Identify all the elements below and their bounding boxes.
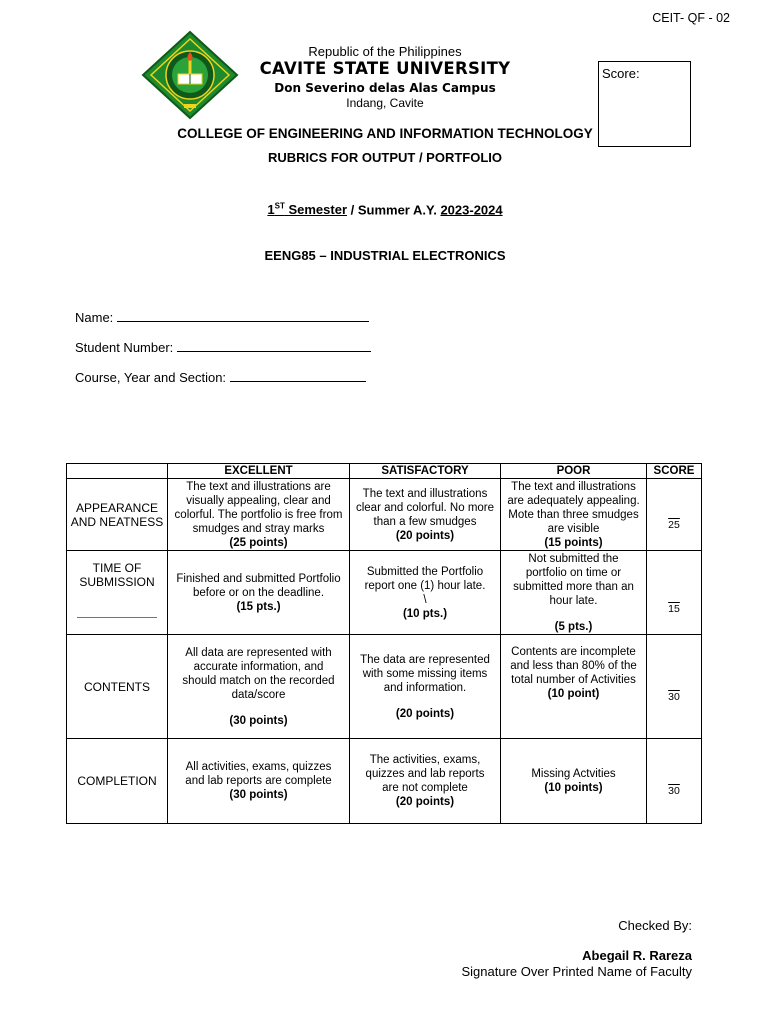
points: (10 points) [544,782,603,794]
document-title: RUBRICS FOR OUTPUT / PORTFOLIO [268,150,502,165]
hyperlink-underline[interactable] [77,617,157,618]
points: (15 points) [544,536,603,549]
header-satisfactory: SATISFACTORY [350,464,501,479]
student-number-field[interactable] [75,339,371,355]
name-field[interactable] [75,309,369,325]
score-cell[interactable] [647,635,702,739]
points: (20 points) [395,529,455,542]
table-row [67,635,702,739]
signature-caption: Signature Over Printed Name of Faculty [461,964,692,979]
criterion-cell: COMPLETION [67,739,168,824]
semester-line [100,202,670,217]
name-blank-line[interactable] [117,309,369,322]
course-section-label: Course, Year and Section: [75,370,227,385]
satisfactory-cell: Submitted the Portfolio report one (1) hour late. \ (10 pts.) [350,551,501,635]
excellent-cell: Finished and submitted Portfolio before or on the deadline. (15 pts.) [168,551,350,635]
table-row [67,479,702,551]
points: (30 points) [229,714,288,727]
score-max: 15 [668,602,680,615]
course-section-blank-line[interactable] [230,369,366,382]
semester-ordinal: 1ST Semester [267,202,348,218]
excellent-cell: All data are represented with accurate information, and should match on the recorded data/score (30 points) [168,635,350,739]
satisfactory-cell: The data are represented with some missing items and information. (20 points) [350,635,501,739]
score-max: 30 [668,785,680,797]
poor-cell: The text and illustrations are adequately appealing. Mote than three smudges are visible (15 points) [501,479,647,551]
campus-location: Indang, Cavite [346,96,424,110]
rubric-table [66,463,702,824]
criterion-cell: APPEARANCE AND NEATNESS [67,479,168,551]
satisfactory-cell: The text and illustrations clear and colorful. No more than a few smudges (20 points) [350,479,501,551]
republic-line: Republic of the Philippines [308,44,462,59]
campus-name: Don Severino delas Alas Campus [274,81,496,95]
table-row [67,551,702,635]
poor-cell: Missing Actvities (10 points) [501,739,647,824]
college-name: COLLEGE OF ENGINEERING AND INFORMATION TECHNOLOGY [177,126,593,141]
points: (30 points) [229,789,288,801]
faculty-name: Abegail R. Rareza [582,948,692,963]
semester-middle: / Summer A.Y. [347,202,441,218]
academic-year: 2023-2024 [440,202,503,218]
excellent-cell: The text and illustrations are visually appealing, clear and colorful. The portfolio is free from smudges and stray marks (25 points) [168,479,350,551]
poor-cell: Not submitted the portfolio on time or submitted more than an hour late. (5 pts.) [501,551,647,635]
poor-cell: Contents are incomplete and less than 80% of the total number of Activities (10 point) [501,635,647,739]
header-poor: POOR [501,464,647,479]
score-max: 30 [668,690,680,703]
score-cell[interactable] [647,479,702,551]
points: (10 pts.) [402,607,448,620]
points: (20 points) [395,796,455,808]
header-criterion [67,464,168,479]
points: (20 points) [395,707,455,720]
points: (25 points) [229,536,288,549]
satisfactory-cell: The activities, exams, quizzes and lab reports are not complete (20 points) [350,739,501,824]
header-excellent: EXCELLENT [168,464,350,479]
university-name: CAVITE STATE UNIVERSITY [259,59,511,78]
points: (5 pts.) [554,620,593,633]
header-score: SCORE [647,464,702,479]
table-header-row [67,464,702,479]
score-cell[interactable] [647,551,702,635]
table-row [67,739,702,824]
score-max: 25 [668,518,680,531]
score-label: Score: [602,66,640,81]
criterion-cell: CONTENTS [67,635,168,739]
student-number-blank-line[interactable] [177,339,371,352]
points: (15 pts.) [236,600,281,613]
student-number-label: Student Number: [75,340,174,355]
excellent-cell: All activities, exams, quizzes and lab reports are complete (30 points) [168,739,350,824]
score-cell[interactable] [647,739,702,824]
stray-mark: \ [423,593,427,606]
form-code: CEIT- QF - 02 [652,11,730,25]
points: (10 point) [547,688,600,700]
course-section-field[interactable] [75,369,366,385]
name-label: Name: [75,310,114,325]
criterion-cell: TIME OF SUBMISSION [67,551,168,635]
checked-by-label: Checked By: [618,918,692,933]
course-title: EENG85 – INDUSTRIAL ELECTRONICS [264,248,506,263]
